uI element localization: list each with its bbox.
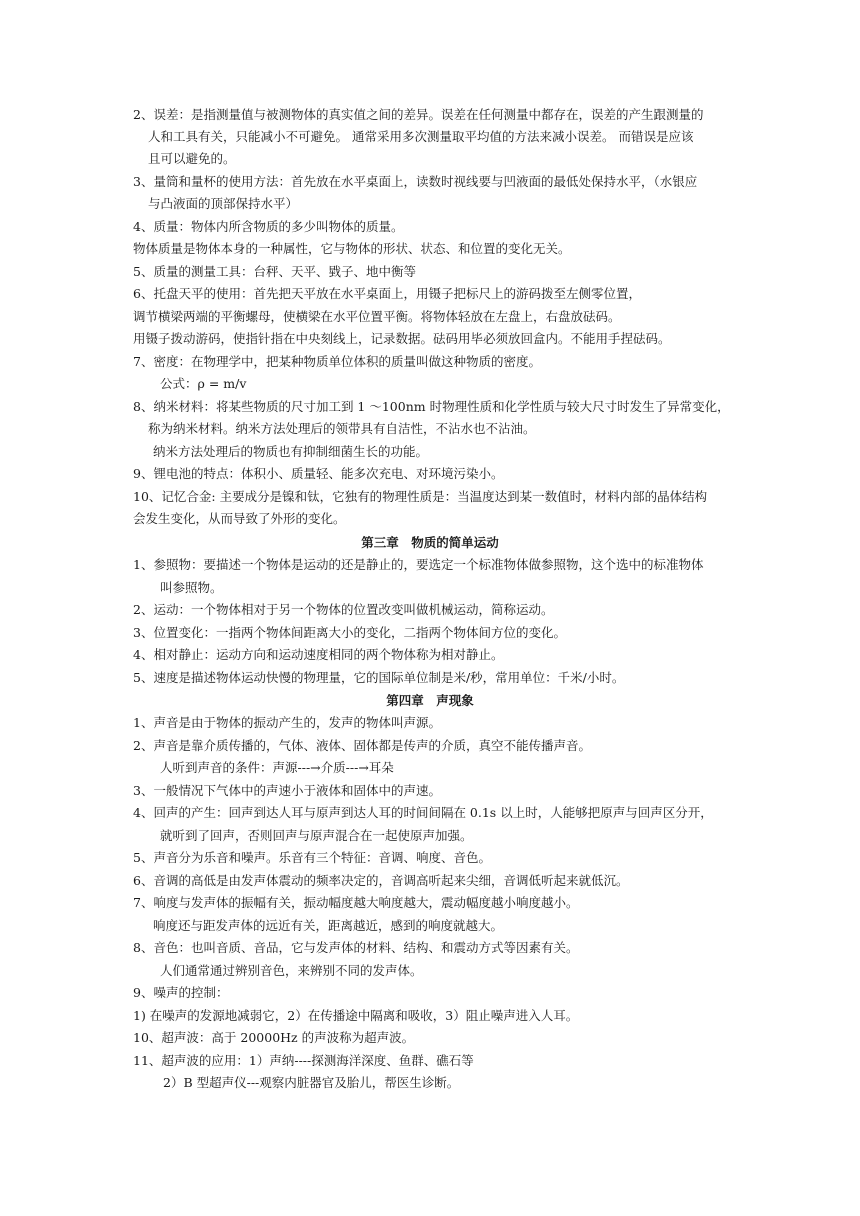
text-line: 用镊子拨动游码，使指针指在中央刻线上，记录数据。砝码用毕必须放回盒内。不能用手捏砝码。 xyxy=(133,331,671,346)
text-line: 人听到声音的条件：声源---→介质---→耳朵 xyxy=(160,760,394,775)
text-line: 11、超声波的应用：1）声纳----探测海洋深度、鱼群、礁石等 xyxy=(133,1053,474,1068)
formula-line: 公式：ρ = m/v xyxy=(160,376,247,391)
text-line: 称为纳米材料。纳米方法处理后的领带具有自洁性，不沾水也不沾油。 xyxy=(148,421,536,436)
text-line: 物体质量是物体本身的一种属性，它与物体的形状、状态、和位置的变化无关。 xyxy=(133,241,571,256)
text-line: 2）B 型超声仪---观察内脏器官及胎儿，帮医生诊断。 xyxy=(163,1075,460,1090)
text-line: 7、密度：在物理学中，把某种物质单位体积的质量叫做这种物质的密度。 xyxy=(133,354,541,369)
text-line: 4、相对静止：运动方向和运动速度相同的两个物体称为相对静止。 xyxy=(133,647,504,662)
text-line: 3、量筒和量杯的使用方法：首先放在水平桌面上，读数时视线要与凹液面的最低处保持水平，（水银应 xyxy=(133,174,698,189)
text-line: 响度还与距发声体的远近有关，距离越近，感到的响度就越大。 xyxy=(153,918,504,933)
text-line: 3、一般情况下气体中的声速小于液体和固体中的声速。 xyxy=(133,783,441,798)
text-line: 调节横梁两端的平衡螺母，使横梁在水平位置平衡。将物体轻放在左盘上，右盘放砝码。 xyxy=(133,309,621,324)
chapter-heading: 第三章 物质的简单运动 xyxy=(361,535,499,550)
text-line: 纳米方法处理后的物质也有抑制细菌生长的功能。 xyxy=(153,444,429,459)
text-line: 8、纳米材料：将某些物质的尺寸加工到 1 ～100nm 时物理性质和化学性质与较大尺寸时发生了异常变化， xyxy=(133,399,730,414)
text-line: 6、托盘天平的使用：首先把天平放在水平桌面上，用镊子把标尺上的游码拨至左侧零位置， xyxy=(133,286,641,301)
chapter-heading: 第四章 声现象 xyxy=(386,693,474,708)
text-line: 与凸液面的顶部保持水平） xyxy=(148,196,299,211)
text-line: 5、质量的测量工具：台秤、天平、戥子、地中衡等 xyxy=(133,264,416,279)
text-line: 人和工具有关，只能减小不可避免。 通常采用多次测量取平均值的方法来减小误差。 而错误是应该 xyxy=(148,129,694,144)
text-line: 2、误差：是指测量值与被测物体的真实值之间的差异。误差在任何测量中都存在，误差的产生跟测量的 xyxy=(133,107,704,122)
text-line: 7、响度与发声体的振幅有关，振动幅度越大响度越大，震动幅度越小响度越小。 xyxy=(133,895,579,910)
text-line: 10、记忆合金: 主要成分是镍和钛，它独有的物理性质是：当温度达到某一数值时，材料内部的晶体结构 xyxy=(133,489,708,504)
text-line: 1) 在噪声的发源地减弱它，2）在传播途中隔离和吸收，3）阻止噪声进入人耳。 xyxy=(133,1008,579,1023)
text-line: 就听到了回声，否则回声与原声混合在一起使原声加强。 xyxy=(160,828,473,843)
text-line: 4、回声的产生：回声到达人耳与原声到达人耳的时间间隔在 0.1s 以上时，人能够把原声与回声区分开， xyxy=(133,805,713,820)
text-line: 9、噪声的控制： xyxy=(133,985,229,1000)
text-line: 6、音调的高低是由发声体震动的频率决定的，音调高听起来尖细，音调低听起来就低沉。 xyxy=(133,873,629,888)
text-line: 且可以避免的。 xyxy=(148,151,236,166)
text-line: 叫参照物。 xyxy=(160,580,223,595)
text-line: 9、锂电池的特点：体积小、质量轻、能多次充电、对环境污染小。 xyxy=(133,466,504,481)
text-line: 3、位置变化：一指两个物体间距离大小的变化，二指两个物体间方位的变化。 xyxy=(133,625,566,640)
text-line: 2、声音是靠介质传播的，气体、液体、固体都是传声的介质，真空不能传播声音。 xyxy=(133,738,591,753)
text-line: 会发生变化，从而导致了外形的变化。 xyxy=(133,511,346,526)
text-line: 人们通常通过辨别音色，来辨别不同的发声体。 xyxy=(160,963,423,978)
text-line: 1、声音是由于物体的振动产生的，发声的物体叫声源。 xyxy=(133,715,441,730)
text-line: 5、速度是描述物体运动快慢的物理量，它的国际单位制是米/秒，常用单位：千米/小时。 xyxy=(133,670,625,685)
text-line: 8、音色：也叫音质、音品，它与发声体的材料、结构、和震动方式等因素有关。 xyxy=(133,940,579,955)
text-line: 5、声音分为乐音和噪声。乐音有三个特征：音调、响度、音色。 xyxy=(133,850,491,865)
text-line: 2、运动：一个物体相对于另一个物体的位置改变叫做机械运动，简称运动。 xyxy=(133,602,554,617)
text-line: 1、参照物：要描述一个物体是运动的还是静止的，要选定一个标准物体做参照物，这个选中的标准物体 xyxy=(133,557,704,572)
text-line: 10、超声波：高于 20000Hz 的声波称为超声波。 xyxy=(133,1030,415,1045)
text-line: 4、质量：物体内所含物质的多少叫物体的质量。 xyxy=(133,219,404,234)
